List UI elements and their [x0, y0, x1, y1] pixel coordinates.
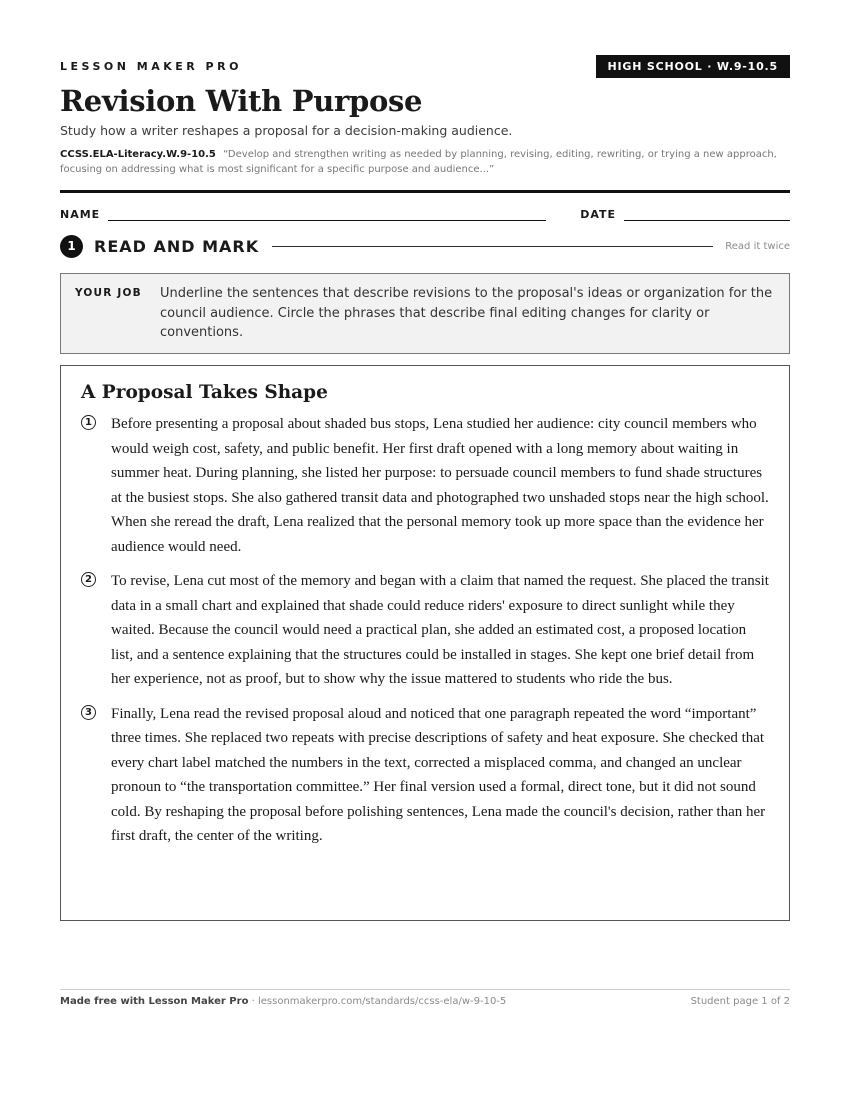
- brand-row: [60, 54, 790, 78]
- footer-credit: [60, 996, 506, 1007]
- section-title: READ AND MARK: [94, 236, 260, 256]
- reading-passage: [60, 365, 790, 921]
- footer-made-with: Made free with Lesson Maker Pro: [60, 996, 249, 1007]
- passage-paragraph: [81, 569, 769, 692]
- passage-title: A Proposal Takes Shape: [81, 382, 328, 403]
- section-divider: [272, 246, 713, 247]
- date-field[interactable]: [624, 208, 790, 221]
- passage-paragraph: [81, 702, 769, 849]
- paragraph-text: To revise, Lena cut most of the memory and began with a claim that named the request. She placed the transit data in a small chart and explained that shade could reduce riders' exposure to direct sunlight while they waited. Because the council would need a practical plan, she added an estimated cost, a proposed location list, and a sentence explaining that the structures could be installed in stages. She kept one brief detail from her experience, not as proof, but to show why the issue mattered to students who ride the bus.: [111, 573, 769, 687]
- standard-citation: [60, 147, 790, 177]
- page-title: Revision With Purpose: [60, 84, 423, 118]
- standard-code: CCSS.ELA-Literacy.W.9-10.5: [60, 149, 216, 160]
- brand-name: LESSON MAKER PRO: [60, 59, 242, 73]
- header-divider: [60, 190, 790, 193]
- paragraph-text: Before presenting a proposal about shaded bus stops, Lena studied her audience: city council members who would weigh cost, safety, and public benefit. Her first draft opened with a long memory about waiting in summer heat. During planning, she listed her purpose: to persuade council members to fund shade structures at the busiest stops. She also gathered transit data and photographed two unshaded stops near the high school. When she reread the draft, Lena realized that the personal memory took up more space than the evidence her audience would need.: [111, 416, 769, 555]
- page-subtitle: Study how a writer reshapes a proposal for a decision-making audience.: [60, 123, 513, 138]
- paragraph-text: Finally, Lena read the revised proposal aloud and noticed that one paragraph repeated the word “important” three times. She replaced two repeats with precise descriptions of safety and heat exposure. She checked that every chart label matched the numbers in the text, corrected a misplaced comma, and changed an unclear pronoun to “the transportation committee.” Her final version used a formal, direct tone, but it did not sound cold. By reshaping the proposal before polishing sentences, Lena made the council's decision, rather than her first draft, the center of the writing.: [111, 705, 766, 844]
- student-info-row: [60, 205, 790, 221]
- standard-text: “Develop and strengthen writing as needed by planning, revising, editing, rewriting, or trying a new approach, focusing on addressing what is most significant for a specific purpose and audience...”: [60, 149, 777, 175]
- page-indicator: Student page 1 of 2: [690, 996, 790, 1007]
- date-label: DATE: [580, 208, 616, 221]
- name-label: NAME: [60, 208, 101, 221]
- name-field[interactable]: [108, 208, 546, 221]
- instructions-text: Underline the sentences that describe revisions to the proposal's ideas or organization for the council audience. Circle the phrases that describe final editing changes for clarity or conventions.: [160, 286, 773, 340]
- level-badge: HIGH SCHOOL · W.9-10.5: [596, 55, 791, 78]
- footer-divider: [60, 989, 790, 990]
- section-header: [60, 234, 790, 258]
- instructions-box: [60, 273, 790, 354]
- paragraph-number: 3: [81, 705, 96, 720]
- footer-url[interactable]: · lessonmakerpro.com/standards/ccss-ela/w-9-10-5: [248, 996, 507, 1007]
- section-number-badge: 1: [60, 235, 83, 258]
- page-footer: [60, 996, 790, 1007]
- paragraph-number: 2: [81, 572, 96, 587]
- instructions-label: YOUR JOB: [75, 287, 142, 299]
- paragraph-number: 1: [81, 415, 96, 430]
- passage-paragraph: [81, 412, 769, 559]
- section-note: Read it twice: [725, 240, 790, 252]
